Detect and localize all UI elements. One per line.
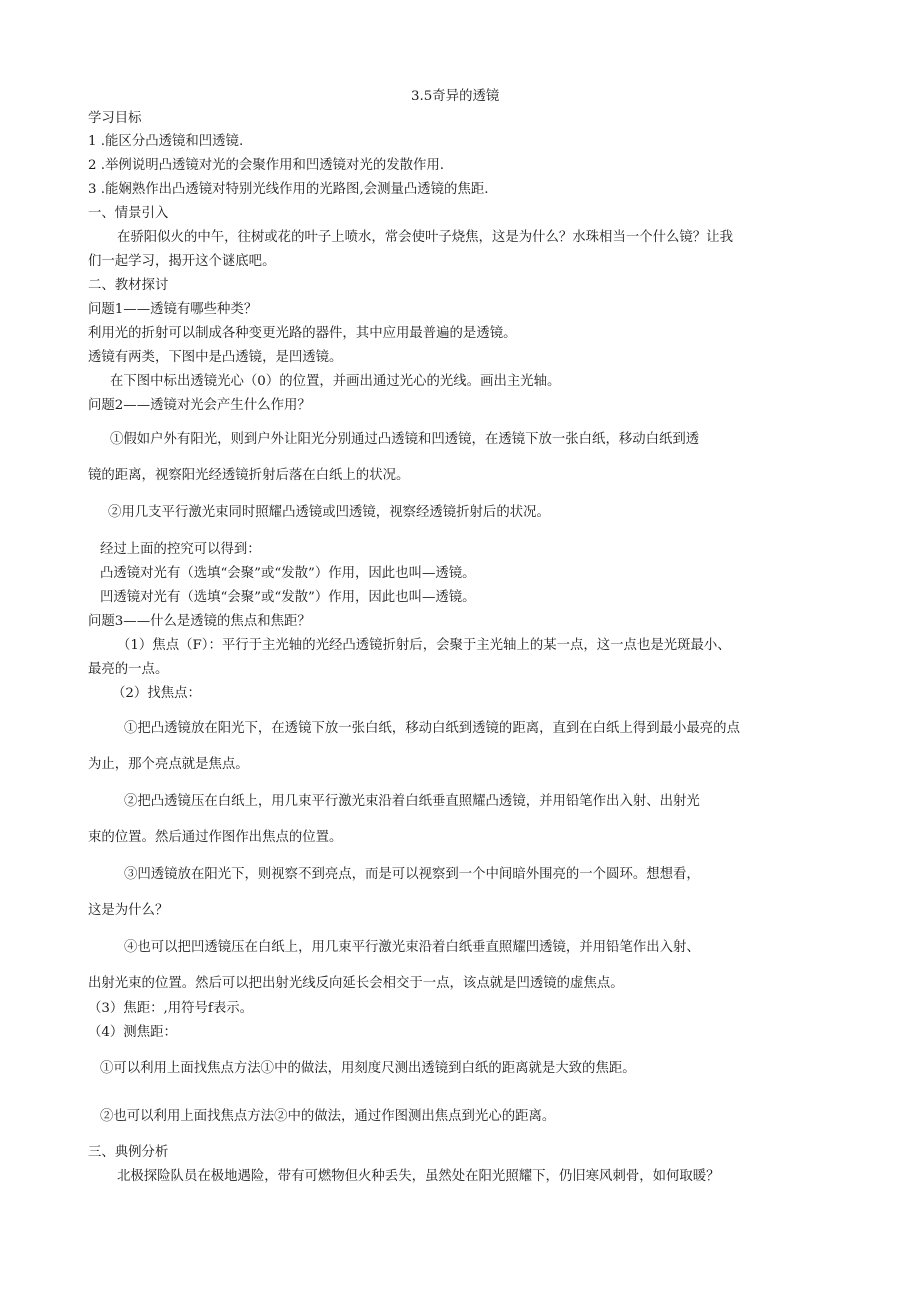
question-1-heading: 问题1——透镜有哪些种类？ [88,302,258,317]
question-3-text: ①把凸透镜放在阳光下，在透镜下放一张白纸，移动白纸到透镜的距离，直到在白纸上得到最小最亮的点 [124,721,740,736]
section-heading-discussion: 二、教材探讨 [88,278,169,293]
question-2-heading: 问题2——透镜对光会产生什么作用？ [88,398,311,413]
example-text: 北极探险队员在极地遇险，带有可燃物但火种丢失，虽然处在阳光照耀下，仍旧寒风刺骨，如何取暖？ [117,1169,720,1184]
question-1-text: 透镜有两类，下图中是凸透镜，是凹透镜。 [88,350,343,365]
question-3-text: ②把凸透镜压在白纸上，用几束平行激光束沿着白纸垂直照耀凸透镜，并用铅笔作出入射、出射光 [124,794,700,809]
question-3-text: （4）测焦距： [88,1025,177,1040]
question-3-text: 为止，那个亮点就是焦点。 [88,757,249,772]
question-1-text: 利用光的折射可以制成各种变更光路的器件，其中应用最普遍的是透镜。 [88,326,517,341]
intro-paragraph: 在骄阳似火的中午，往树或花的叶子上喷水，常会使叶子烧焦，这是为什么？水珠相当一个什么镜？让我 [117,230,733,245]
objective-item: 3 .能娴熟作出凸透镜对特别光线作用的光路图,会测量凸透镜的焦距. [88,182,489,197]
question-3-text: 这是为什么？ [88,903,169,918]
question-3-text: 最亮的一点。 [88,662,169,677]
objective-item: 2 .举例说明凸透镜对光的会聚作用和凹透镜对光的发散作用. [88,158,445,173]
question-2-text: ②用几支平行激光束同时照耀凸透镜或凹透镜，视察经透镜折射后的状况。 [108,505,550,520]
question-3-text: 束的位置。然后通过作图作出焦点的位置。 [88,830,343,845]
question-1-text: 在下图中标出透镜光心（0）的位置，并画出通过光心的光线。画出主光轴。 [110,374,561,389]
question-3-text: ①可以利用上面找焦点方法①中的做法，用刻度尺测出透镜到白纸的距离就是大致的焦距。 [100,1061,636,1076]
question-2-text: 凸透镜对光有（选填“会聚”或“发散”）作用，因此也叫—透镜。 [100,566,476,581]
section-heading-example: 三、典例分析 [88,1145,169,1160]
question-2-text: 经过上面的控究可以得到： [100,542,261,557]
question-2-text: 镜的距离，视察阳光经透镜折射后落在白纸上的状况。 [88,468,410,483]
question-3-text: ②也可以利用上面找焦点方法②中的做法，通过作图测出焦点到光心的距离。 [100,1109,556,1124]
question-3-text: （2）找焦点： [112,686,201,701]
question-3-text: （1）焦点（F）：平行于主光轴的光经凸透镜折射后，会聚于主光轴上的某一点，这一点也是光斑最小、 [117,638,731,653]
question-3-text: ③凹透镜放在阳光下，则视察不到亮点，而是可以视察到一个中间暗外围亮的一个圆环。想想看， [124,867,700,882]
objective-item: 1 .能区分凸透镜和凹透镜. [88,134,244,149]
section-heading-intro: 一、情景引入 [88,206,169,221]
question-3-text: ④也可以把凹透镜压在白纸上，用几束平行激光束沿着白纸垂直照耀凹透镜，并用铅笔作出入射、 [124,940,700,955]
question-3-heading: 问题3——什么是透镜的焦点和焦距？ [88,614,311,629]
question-3-text: 出射光束的位置。然后可以把出射光线反向延长会相交于一点，该点就是凹透镜的虚焦点。 [88,976,624,991]
objectives-heading: 学习目标 [88,111,142,126]
question-3-text: （3）焦距：,用符号f表示。 [88,1001,254,1016]
question-2-text: ①假如户外有阳光，则到户外让阳光分别通过凸透镜和凹透镜，在透镜下放一张白纸，移动白纸到透 [110,432,700,447]
page-title: 3.5奇异的透镜 [411,89,500,104]
question-2-text: 凹透镜对光有（选填“会聚”或“发散”）作用，因此也叫—透镜。 [100,590,476,605]
intro-paragraph-cont: 们一起学习，揭开这个谜底吧。 [88,254,276,269]
